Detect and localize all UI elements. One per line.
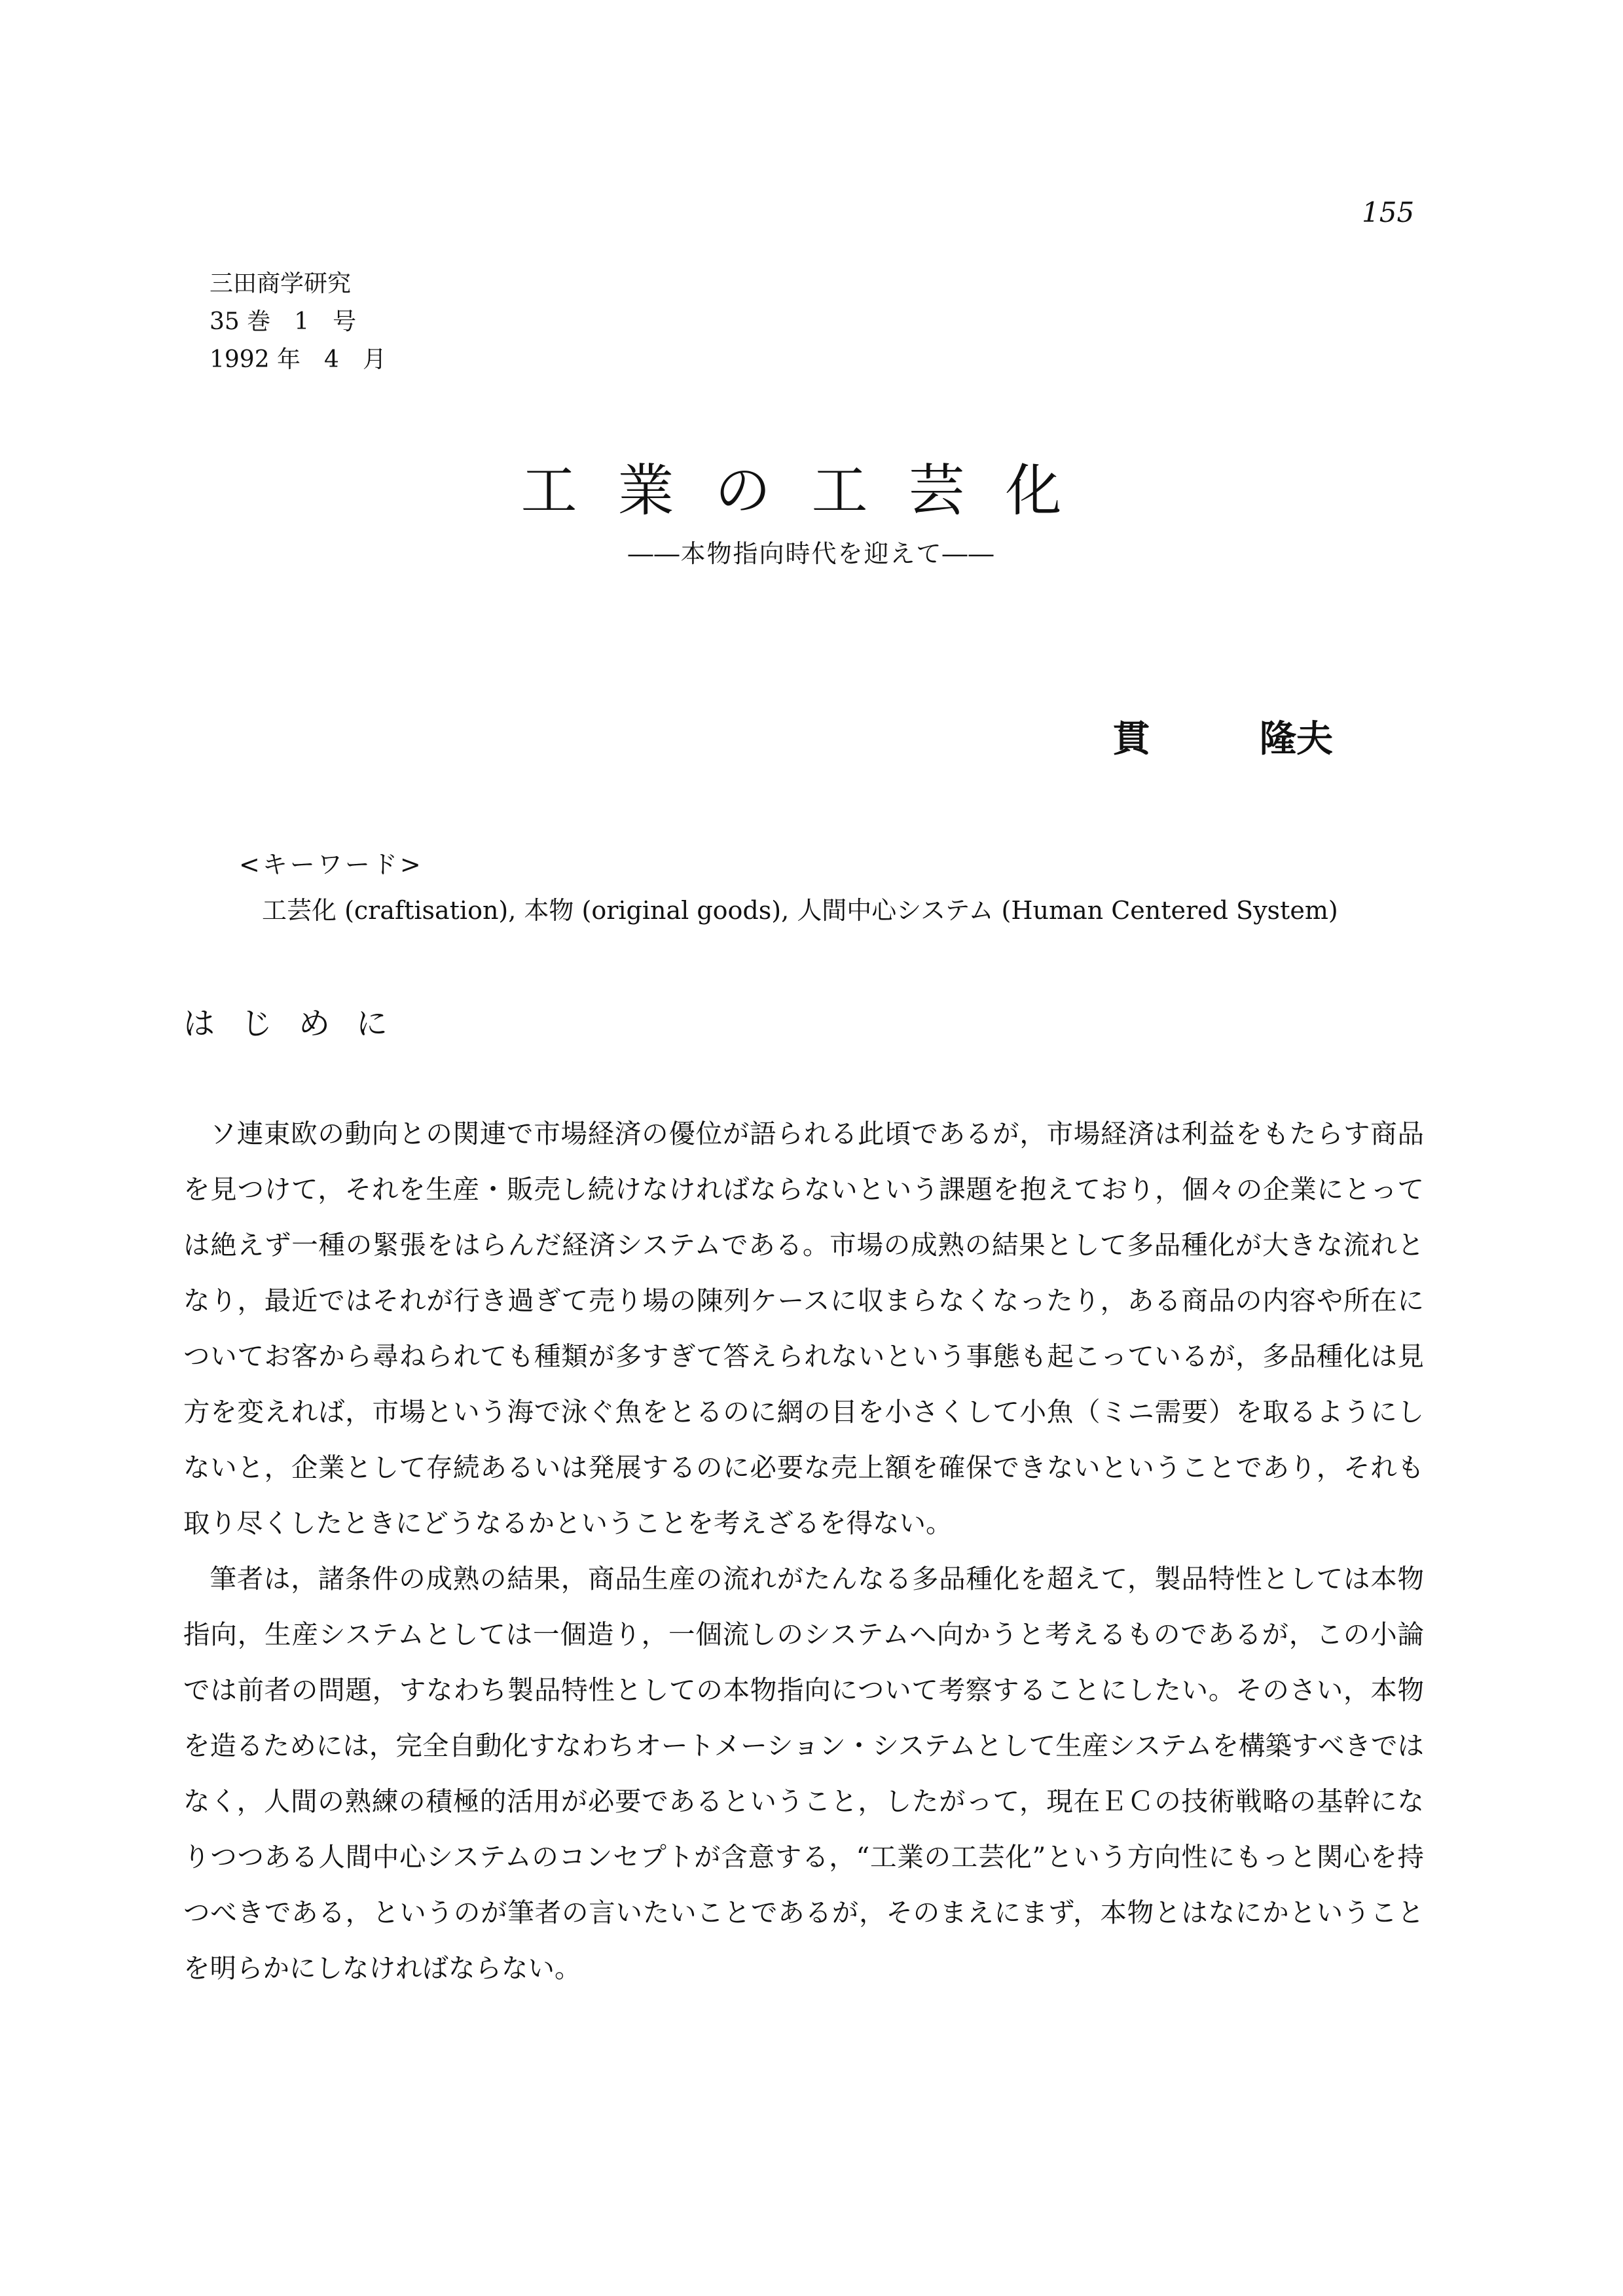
paper-subtitle: ――本物指向時代を迎えて―― xyxy=(628,539,995,568)
keywords-list: 工芸化 (craftisation), 本物 (original goods), 人間中心システム (Human Centered System) xyxy=(262,896,1338,925)
journal-date: 1992 年 4 月 xyxy=(210,346,386,373)
keywords-heading: <キーワード> xyxy=(239,850,424,879)
paper-title: 工業の工芸化 xyxy=(520,458,1103,524)
paragraph: ソ連東欧の動向との関連で市場経済の優位が語られる此頃であるが，市場経済は利益をもたらす商品を見つけて，それを生産・販売し続けなければならないという課題を抱えており，個々の企業にとっては絶えず一種の緊張をはらんだ経済システムである。市場の成熟の結果として多品種化が大きな流れとなり，最近ではそれが行き過ぎて売り場の陳列ケースに収まらなくなったり，ある商品の内容や所在についてお客から尋ねられても種類が多すぎて答えられないという事態も起こっているが，多品種化は見方を変えれば，市場という海で泳ぐ魚をとるのに網の目を小さくして小魚（ミニ需要）を取るようにしないと，企業として存続あるいは発展するのに必要な売上額を確保できないということであり，それも取り尽くしたときにどうなるかということを考えざるを得ない。 xyxy=(183,1118,1424,1539)
page-number: 155 xyxy=(1362,196,1415,228)
body-text xyxy=(183,1106,1424,1996)
journal-name: 三田商学研究 xyxy=(210,270,352,297)
journal-volume-issue: 35 巻 1 号 xyxy=(210,308,357,335)
section-heading: はじめに xyxy=(183,1005,414,1042)
author-name: 貫 隆夫 xyxy=(1113,717,1333,761)
paragraph: 筆者は，諸条件の成熟の結果，商品生産の流れがたんなる多品種化を超えて，製品特性としては本物指向，生産システムとしては一個造り，一個流しのシステムへ向かうと考えるものであるが，この小論では前者の問題，すなわち製品特性としての本物指向について考察することにしたい。そのさい，本物を造るためには，完全自動化すなわちオートメーション・システムとして生産システムを構築すべきではなく，人間の熟練の積極的活用が必要であるということ，したがって，現在ＥＣの技術戦略の基幹になりつつある人間中心システムのコンセプトが含意する，“工業の工芸化”という方向性にもっと関心を持つべきである，というのが筆者の言いたいことであるが，そのまえにまず，本物とはなにかということを明らかにしなければならない。 xyxy=(183,1563,1424,1984)
journal-info xyxy=(210,265,386,379)
